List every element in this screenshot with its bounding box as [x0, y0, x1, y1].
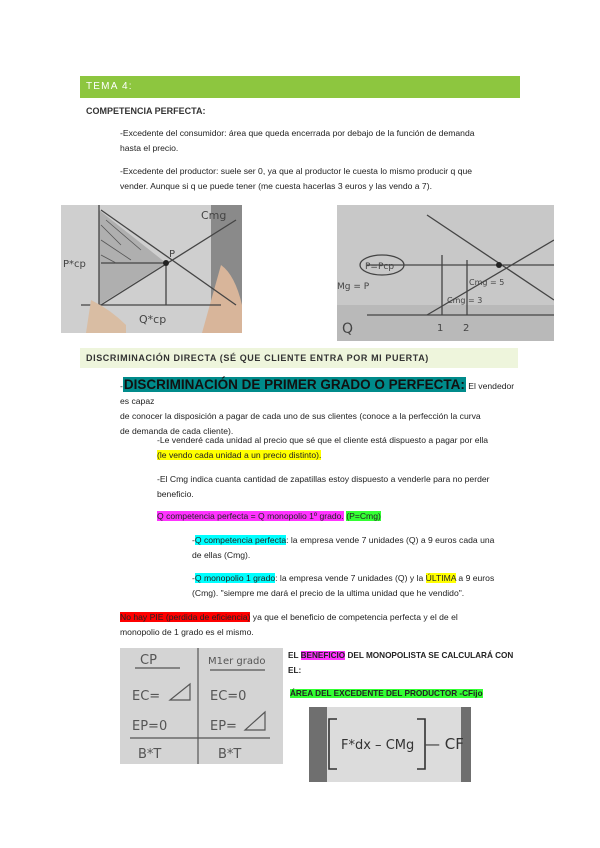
highlight-pie: No hay PIE (perdida de eficiencia) [120, 612, 251, 622]
label-ep: EP=0 [132, 719, 168, 734]
text-line: monopolio de 1 grado es el mismo. [120, 627, 254, 637]
label-pcp: P*cp [63, 259, 86, 270]
dash: - [192, 535, 195, 545]
text-line: -Excedente del productor: suele ser 0, ya que al productor le cuesta lo mismo producir q que [120, 166, 473, 176]
text-line: : la empresa vende 7 unidades (Q) a 9 euros cada una [286, 535, 495, 545]
label-p-pcp: P=Pcp [365, 262, 395, 272]
tema-header: TEMA 4: [80, 76, 520, 98]
section-title-discriminacion: DISCRIMINACIÓN DIRECTA (SÉ QUE CLIENTE ENTRA POR MI PUERTA) [80, 348, 518, 368]
text-line: : la empresa vende 7 unidades (Q) y la [275, 573, 426, 583]
bullet-precio [157, 433, 488, 463]
label-cmg: Cmg [201, 209, 227, 222]
text-line: a 9 euros [456, 573, 495, 583]
label-2: 2 [463, 323, 470, 334]
text-line: de demanda de cada cliente). [120, 426, 234, 436]
label-b: B*T [138, 747, 162, 762]
label-ep2: EP= [210, 719, 237, 734]
highlight-qcp: Q competencia perfecta [194, 535, 287, 545]
label-qcp: Q*cp [139, 313, 167, 326]
text-line: vender. Aunque si q ue puede tener (me cuesta hacerlas 3 euros y las vendo a 7). [120, 181, 432, 191]
label-b2: B*T [218, 747, 242, 762]
intro-paragraph [120, 377, 520, 439]
highlight-area-excedente: ÁREA DEL EXCEDENTE DEL PRODUCTOR -CFijo [290, 689, 483, 698]
label-q: Q [342, 321, 354, 337]
text-line: -Le venderé cada unidad al precio que sé que el cliente está dispuesto a pagar por ella [157, 435, 489, 445]
label-cf: — CF [425, 735, 464, 753]
title-primer-grado: DISCRIMINACIÓN DE PRIMER GRADO O PERFECTA: [123, 377, 465, 392]
text-line: EL: [288, 666, 302, 675]
label-cmg3: Cmg = 3 [447, 296, 483, 305]
label-ec2: EC=0 [210, 689, 247, 704]
beneficio-title [288, 648, 513, 678]
text-line: EL [288, 651, 301, 660]
whiteboard-photo-bottom-left [120, 648, 283, 764]
highlight-ultima: ÚLTIMA [425, 573, 457, 583]
dash: - [120, 381, 123, 391]
text-line: DEL MONOPOLISTA SE CALCULARÁ CON [345, 651, 514, 660]
text-line: -El Cmg indica cuanta cantidad de zapatillas estoy dispuesto a venderle para no perder [157, 474, 490, 484]
text-line: de conocer la disposición a pagar de cada uno de sus clientes (conoce a la perfección la curva [120, 411, 481, 421]
paragraph-pie [120, 610, 458, 640]
text-line: (Cmg). "siempre me dará el precio de la ultima unidad que he vendido". [192, 588, 465, 598]
area-excedente [290, 686, 483, 701]
label-ec: EC= [132, 689, 161, 704]
label-cmg5: Cmg = 5 [469, 278, 505, 287]
dash: - [192, 573, 195, 583]
whiteboard-photo-left [61, 205, 242, 333]
label-p: P [169, 249, 176, 260]
formula-text: F*dx – CMg [341, 738, 415, 753]
highlight-beneficio: BENEFICIO [300, 651, 346, 660]
text-line: de ellas (Cmg). [192, 550, 251, 560]
text-line: ya que el beneficio de competencia perfecta y el de el [250, 612, 458, 622]
whiteboard-photo-right [337, 205, 554, 341]
paragraph-excedente-consumidor [120, 126, 475, 156]
highlight-p-cmg: (P=Cmg) [346, 511, 381, 521]
label-cp: CP [140, 653, 157, 668]
label-m1: M1er grado [208, 656, 266, 667]
bullet-qcp [192, 533, 494, 563]
text-line: El vendedor es capaz [120, 381, 515, 406]
bullet-cmg [157, 472, 490, 502]
text-line: beneficio. [157, 489, 194, 499]
highlight-precio-distinto: (le vendo cada unidad a un precio distinto). [157, 450, 322, 460]
equation-line [157, 509, 381, 524]
whiteboard-photo-bottom-right [309, 707, 471, 782]
bullet-qm [192, 571, 494, 601]
paragraph-excedente-productor [120, 164, 472, 194]
label-1: 1 [437, 323, 444, 334]
section-title-competencia: COMPETENCIA PERFECTA: [86, 106, 206, 116]
text-line: -Excedente del consumidor: área que queda encerrada por debajo de la función de demanda [120, 128, 475, 138]
text-line: hasta el precio. [120, 143, 179, 153]
highlight-qm: Q monopolio 1 grado [194, 573, 276, 583]
label-mg: Mg = P [337, 282, 370, 292]
highlight-equation: Q competencia perfecta = Q monopolio 1º grado. [157, 511, 344, 521]
